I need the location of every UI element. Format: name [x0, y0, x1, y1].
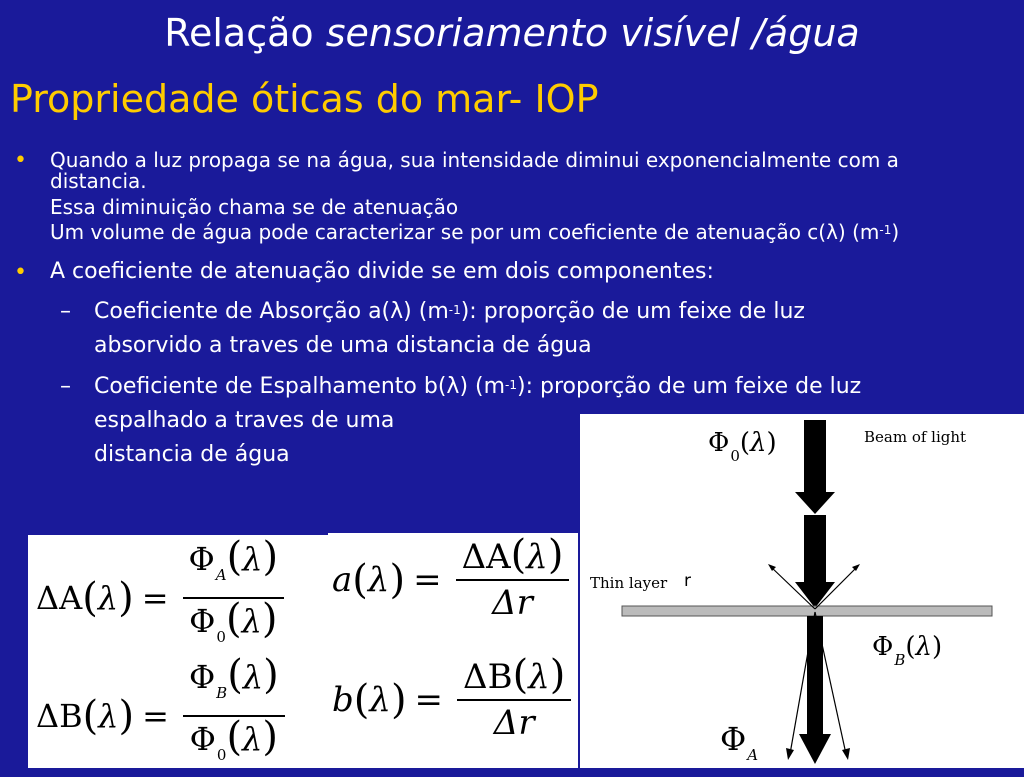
transmitted-beam-shaft: [807, 616, 823, 742]
title-plain: Relação: [164, 11, 326, 55]
bullet-1-line-3: Essa diminuição chama se de atenuação: [50, 195, 459, 219]
bullet-dot: •: [14, 148, 27, 173]
thin-layer-label: Thin layer: [590, 574, 668, 592]
r-label: r: [684, 571, 691, 591]
subbullet-1-line-1: Coeficiente de Absorção a(λ) $(m^{-1})$: proporção de um feixe de luz: [94, 299, 805, 324]
thin-layer: [622, 606, 992, 616]
fraction: $\frac{\Phi_A(\lambda)}{\Phi_0(\lambda)}$: [183, 537, 285, 659]
bullet-dot: •: [14, 260, 27, 285]
equation-delta-a: ΔA ( λ ) = $\frac{\Phi_A(\lambda)}{\Phi_0(\lambda)}$: [36, 537, 290, 659]
dash-marker: –: [60, 299, 71, 324]
phi-b-label: $\Phi_B(\lambda)$: [872, 632, 943, 669]
incident-beam-shaft: [804, 420, 826, 494]
beam-of-light-label: Beam of light: [864, 428, 967, 446]
dash-marker: –: [60, 374, 71, 399]
slide-subtitle: Propriedade óticas do mar- IOP: [10, 77, 599, 121]
bullet-1-line-2: distancia.: [50, 169, 147, 193]
phi-a-label: $\Phi_A$: [720, 720, 759, 764]
fraction: $\frac{\Phi_B(\lambda)}{\Phi_0(\lambda)}$: [183, 655, 285, 777]
equation-panel-ratios: [28, 535, 328, 768]
fraction: $\frac{\Delta A(\lambda)}{\Delta r}$: [456, 535, 570, 625]
title-italic: sensoriamento visível /água: [325, 11, 860, 55]
slide-title: [0, 10, 1024, 56]
bullet-2-text: A coeficiente de atenuação divide se em dois componentes:: [50, 259, 714, 284]
beam-shaft: [804, 515, 826, 591]
delta-a-symbol: ΔA: [36, 579, 83, 617]
delta-b-symbol: ΔB: [36, 697, 83, 735]
equation-panel-coefficients: [328, 533, 578, 768]
subbullet-2-line-3: distancia de água: [94, 442, 290, 467]
subbullet-2-line-2: espalhado a traves de uma: [94, 408, 395, 433]
equation-scattering: b ( λ ) = $\frac{\Delta B(\lambda)}{\Delta r}$: [332, 655, 577, 745]
fraction: $\frac{\Delta B(\lambda)}{\Delta r}$: [457, 655, 571, 745]
incident-beam-arrowhead: [795, 492, 835, 514]
beam-diagram-panel: [580, 414, 1024, 768]
phi-0-label: $\Phi_0(\lambda)$: [708, 428, 777, 465]
equation-absorption: a ( λ ) = $\frac{\Delta A(\lambda)}{\Delta r}$: [332, 535, 575, 625]
equation-delta-b: ΔB ( λ ) = $\frac{\Phi_B(\lambda)}{\Phi_0(\lambda)}$: [36, 655, 291, 777]
subbullet-2-line-1: Coeficiente de Espalhamento b(λ) $(m^{-1})$: proporção de um feixe de luz: [94, 374, 862, 399]
bullet-1-line-4: Um volume de água pode caracterizar se por um coeficiente de atenuação c(λ) $(m^{-1})$: [50, 220, 900, 244]
transmitted-beam-arrowhead: [799, 734, 831, 764]
subbullet-1-line-2: absorvido a traves de uma distancia de água: [94, 333, 592, 358]
bullet-1-line-1: Quando a luz propaga se na água, sua intensidade diminui exponencialmente com a: [50, 148, 899, 172]
